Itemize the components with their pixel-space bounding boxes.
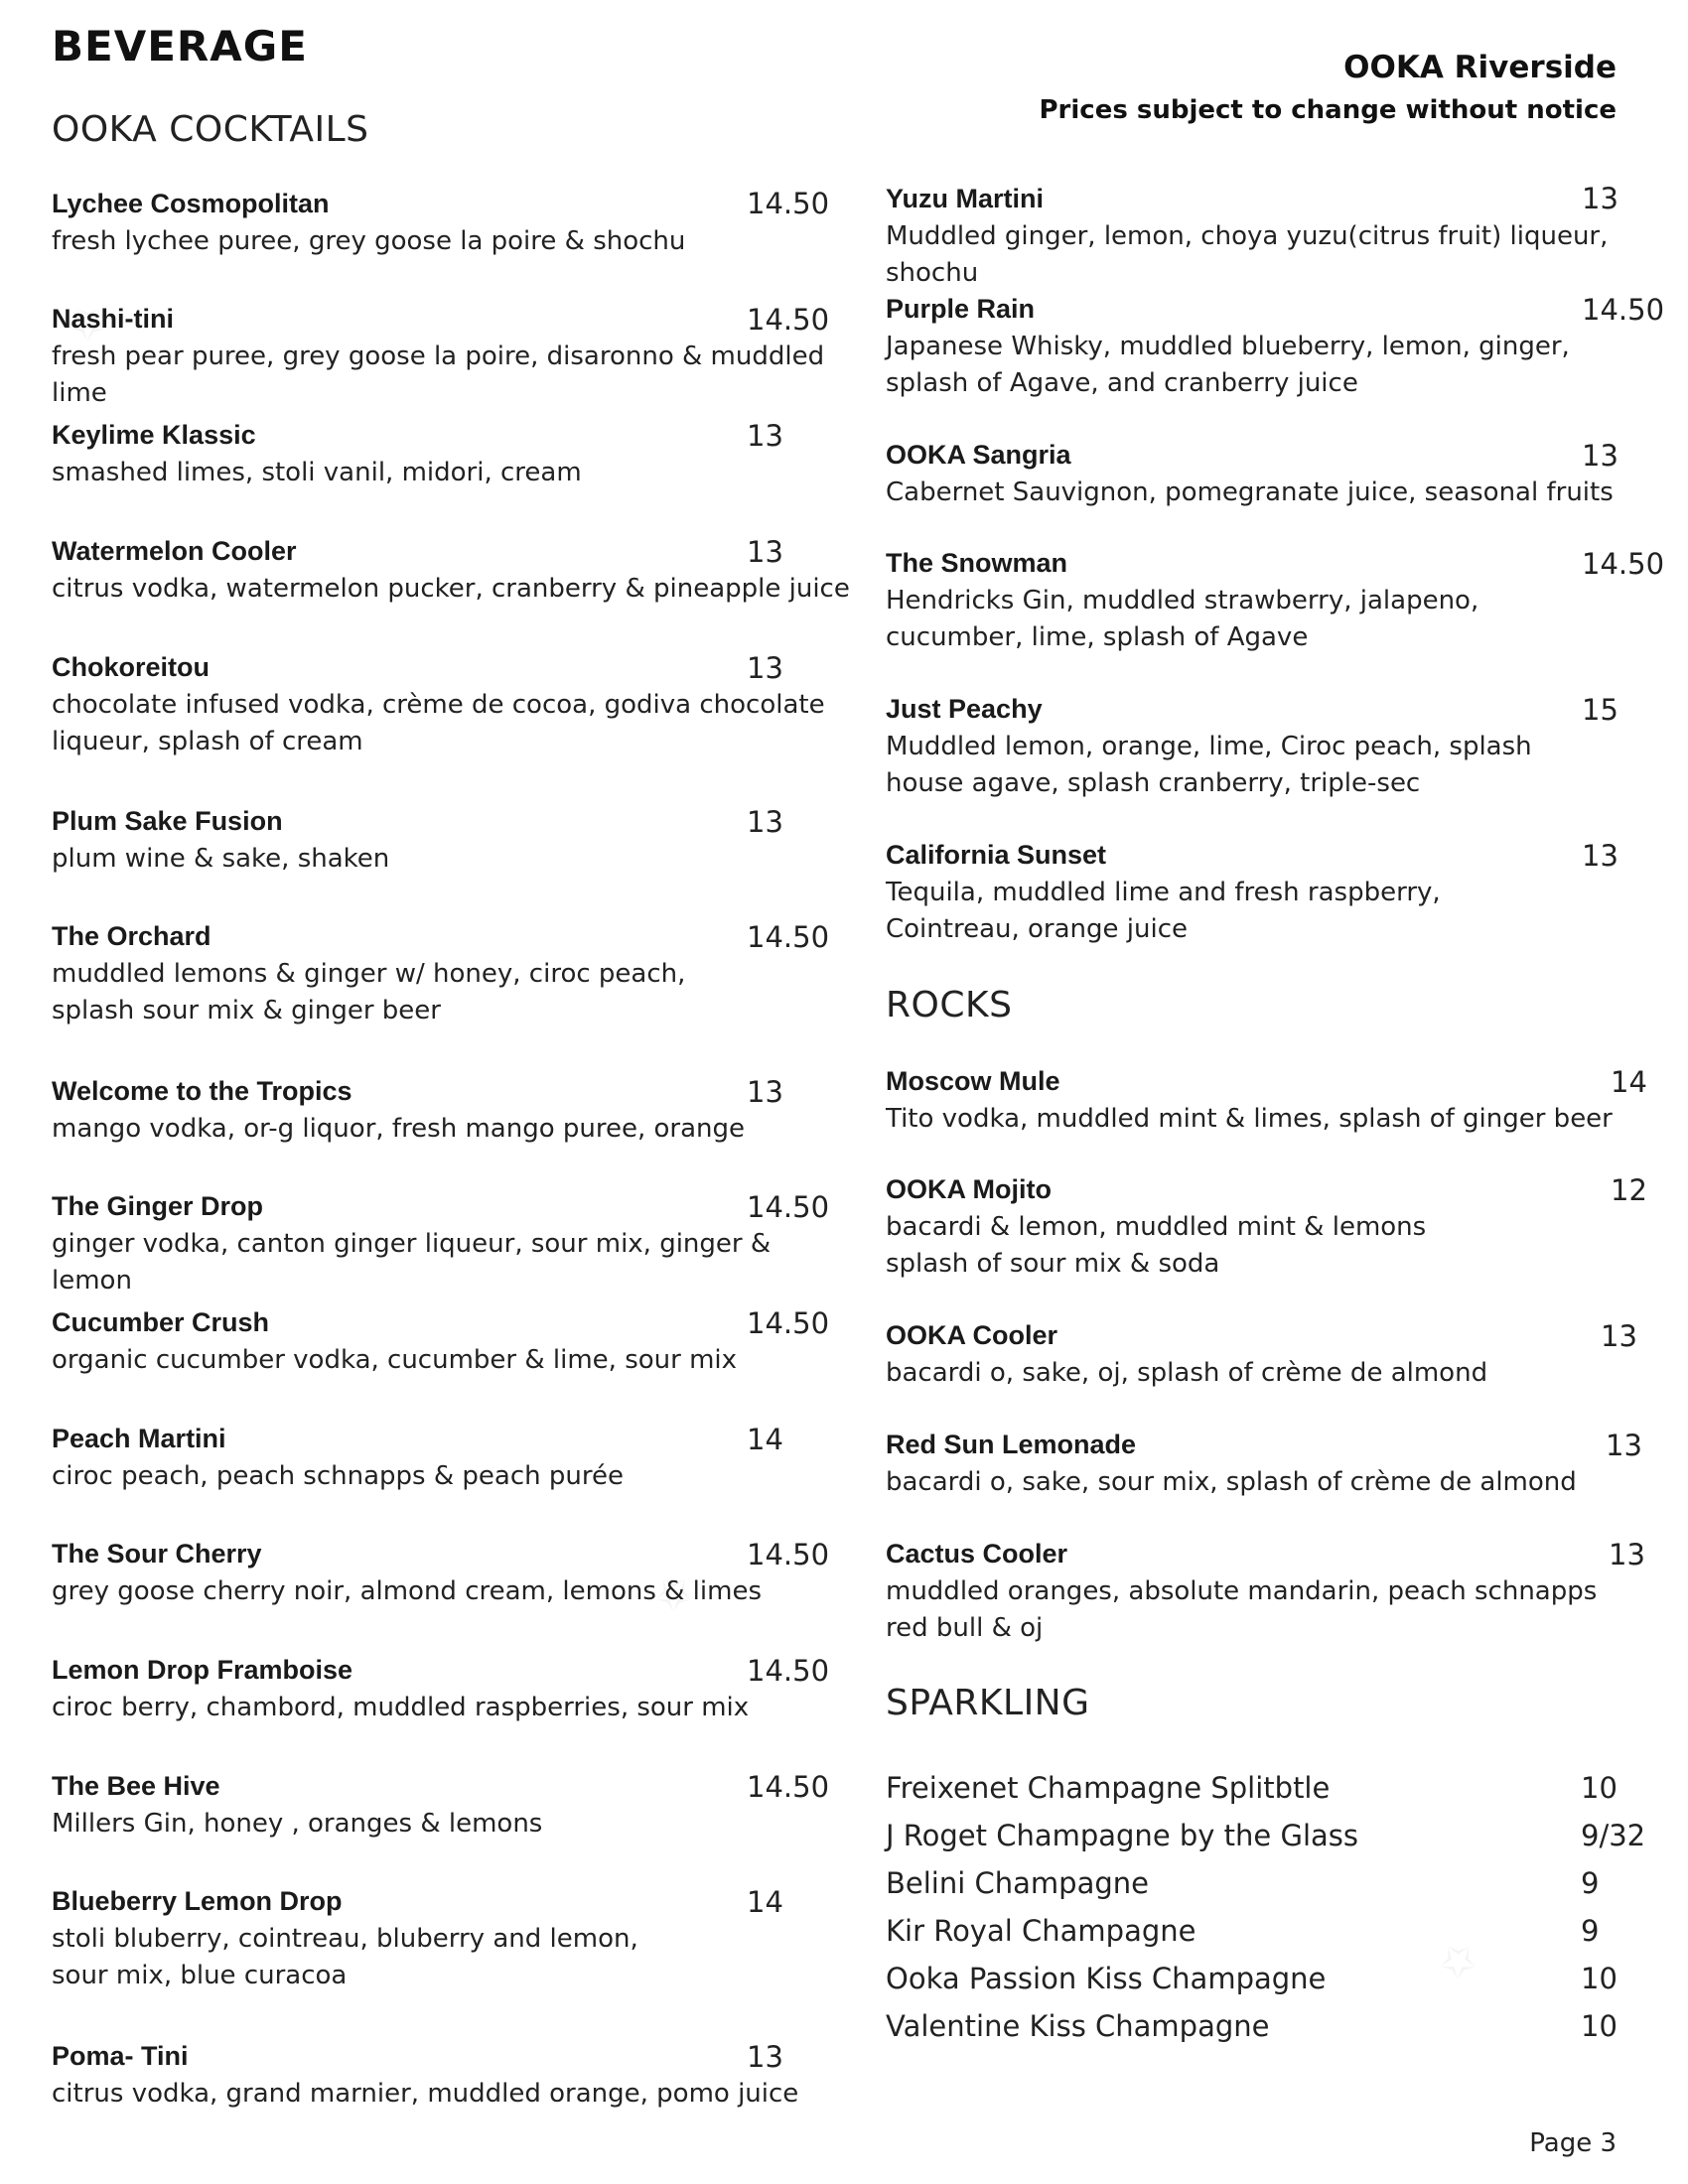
- item-name: Freixenet Champagne Splitbtle: [886, 1771, 1331, 1805]
- item-name: Nashi-tini: [52, 304, 175, 334]
- item-price: 13: [1582, 182, 1618, 215]
- menu-item: [886, 1430, 1670, 1501]
- item-price: 13: [1606, 1429, 1642, 1462]
- item-price: 14.50: [747, 1770, 830, 1804]
- menu-item: [886, 294, 1601, 402]
- item-price: 10: [1581, 2009, 1618, 2043]
- section-title-sparkling: SPARKLING: [886, 1683, 1090, 1723]
- item-name: OOKA Sangria: [886, 440, 1071, 470]
- menu-item: [52, 304, 856, 412]
- item-description: muddled lemons & ginger w/ honey, ciroc peach, splash sour mix & ginger beer: [52, 959, 686, 1025]
- item-description: plum wine & sake, shaken: [52, 844, 390, 874]
- list-item: [886, 2009, 1660, 2049]
- item-name: Moscow Mule: [886, 1066, 1060, 1096]
- item-name: Chokoreitou: [52, 652, 210, 682]
- menu-item: [52, 806, 856, 878]
- item-description: ciroc berry, chambord, muddled raspberries, sour mix: [52, 1693, 750, 1722]
- menu-item: [52, 1771, 856, 1843]
- menu-item: [52, 536, 856, 608]
- menu-item: [886, 694, 1581, 802]
- item-name: OOKA Cooler: [886, 1320, 1058, 1350]
- item-price: 14: [747, 1423, 783, 1456]
- item-name: Cactus Cooler: [886, 1539, 1068, 1569]
- item-description: ciroc peach, peach schnapps & peach purée: [52, 1461, 624, 1491]
- item-price: 14.50: [1582, 547, 1665, 581]
- item-description: chocolate infused vodka, crème de cocoa, godiva chocolate liqueur, splash of cream: [52, 690, 825, 756]
- location-name: OOKA Riverside: [1343, 50, 1617, 85]
- item-description: fresh pear puree, grey goose la poire, disaronno & muddled lime: [52, 341, 825, 408]
- menu-item: [52, 1655, 856, 1726]
- item-name: California Sunset: [886, 840, 1107, 870]
- item-description: muddled oranges, absolute mandarin, peach schnapps red bull & oj: [886, 1576, 1598, 1643]
- item-name: Belini Champagne: [886, 1866, 1149, 1900]
- item-name: Lemon Drop Framboise: [52, 1655, 353, 1685]
- item-name: Cucumber Crush: [52, 1307, 270, 1337]
- list-item: [886, 1914, 1660, 1954]
- item-price: 14.50: [747, 1306, 830, 1340]
- item-name: Keylime Klassic: [52, 420, 256, 450]
- menu-item: [886, 840, 1501, 948]
- item-description: Cabernet Sauvignon, pomegranate juice, seasonal fruits: [886, 478, 1614, 507]
- menu-item: [886, 1320, 1670, 1392]
- item-description: citrus vodka, grand marnier, muddled orange, pomo juice: [52, 2079, 799, 2109]
- item-name: The Snowman: [886, 548, 1068, 578]
- item-name: The Orchard: [52, 921, 211, 951]
- menu-item: [52, 189, 856, 260]
- item-description: Hendricks Gin, muddled strawberry, jalapeno, cucumber, lime, splash of Agave: [886, 586, 1479, 652]
- page-title: BEVERAGE: [52, 22, 308, 70]
- menu-item: [52, 1424, 856, 1495]
- item-price: 14.50: [747, 1190, 830, 1224]
- menu-item: [886, 184, 1680, 292]
- list-item: [886, 1866, 1660, 1906]
- item-price: 14.50: [747, 303, 830, 337]
- item-description: Tequila, muddled lime and fresh raspberry, Cointreau, orange juice: [886, 878, 1441, 944]
- item-name: Peach Martini: [52, 1424, 226, 1453]
- item-price: 14: [1611, 1065, 1647, 1099]
- item-name: Red Sun Lemonade: [886, 1430, 1137, 1459]
- menu-item: [886, 1174, 1442, 1283]
- menu-item: [52, 420, 856, 491]
- item-price: 13: [1582, 839, 1618, 873]
- item-price: 12: [1611, 1173, 1647, 1207]
- menu-item: [52, 1539, 856, 1610]
- item-name: Ooka Passion Kiss Champagne: [886, 1962, 1327, 1995]
- menu-item: [52, 921, 687, 1029]
- item-price: 13: [1609, 1538, 1645, 1571]
- item-description: fresh lychee puree, grey goose la poire & shochu: [52, 226, 686, 256]
- item-price: 14.50: [1582, 293, 1665, 327]
- item-name: J Roget Champagne by the Glass: [886, 1819, 1358, 1852]
- item-price: 15: [1582, 693, 1618, 727]
- item-name: Watermelon Cooler: [52, 536, 297, 566]
- menu-item: [886, 1066, 1670, 1138]
- item-price: 14.50: [747, 1654, 830, 1688]
- menu-item: [52, 1191, 856, 1299]
- menu-item: [52, 1076, 856, 1148]
- menu-item: [52, 1307, 856, 1379]
- list-item: [886, 1771, 1660, 1811]
- item-price: 14.50: [747, 187, 830, 220]
- item-name: The Ginger Drop: [52, 1191, 264, 1221]
- item-description: smashed limes, stoli vanil, midori, cream: [52, 458, 582, 487]
- item-price: 10: [1581, 1771, 1618, 1805]
- item-name: Kir Royal Champagne: [886, 1914, 1196, 1948]
- item-description: citrus vodka, watermelon pucker, cranberry & pineapple juice: [52, 574, 850, 604]
- item-name: The Bee Hive: [52, 1771, 220, 1801]
- item-price: 13: [747, 1075, 783, 1109]
- item-name: OOKA Mojito: [886, 1174, 1052, 1204]
- item-description: Muddled ginger, lemon, choya yuzu(citrus fruit) liqueur, shochu: [886, 221, 1609, 288]
- item-price: 13: [747, 651, 783, 685]
- menu-item: [52, 652, 826, 760]
- item-description: ginger vodka, canton ginger liqueur, sour mix, ginger & lemon: [52, 1229, 772, 1296]
- item-description: bacardi o, sake, oj, splash of crème de almond: [886, 1358, 1488, 1388]
- item-price: 9/32: [1581, 1819, 1646, 1852]
- menu-item: [52, 2041, 856, 2113]
- item-description: bacardi & lemon, muddled mint & lemons splash of sour mix & soda: [886, 1212, 1427, 1279]
- item-price: 9: [1581, 1914, 1600, 1948]
- item-price: 13: [747, 805, 783, 839]
- location-block: [1040, 50, 1618, 125]
- item-name: Poma- Tini: [52, 2041, 189, 2071]
- item-description: Tito vodka, muddled mint & limes, splash of ginger beer: [886, 1104, 1613, 1134]
- item-price: 13: [1601, 1319, 1637, 1353]
- section-title-cocktails: OOKA COCKTAILS: [52, 109, 369, 150]
- item-description: organic cucumber vodka, cucumber & lime, sour mix: [52, 1345, 738, 1375]
- item-description: bacardi o, sake, sour mix, splash of crème de almond: [886, 1467, 1577, 1497]
- item-price: 13: [1582, 439, 1618, 473]
- item-price: 14.50: [747, 1538, 830, 1571]
- item-price: 14: [747, 1885, 783, 1919]
- menu-item: [886, 548, 1531, 656]
- item-price: 13: [747, 2040, 783, 2074]
- menu-item: [886, 440, 1670, 511]
- item-description: Millers Gin, honey , oranges & lemons: [52, 1809, 543, 1839]
- item-description: Japanese Whisky, muddled blueberry, lemon, ginger, splash of Agave, and cranberry juice: [886, 332, 1570, 398]
- item-name: Plum Sake Fusion: [52, 806, 283, 836]
- page-number: Page 3: [1529, 2128, 1617, 2158]
- item-name: Lychee Cosmopolitan: [52, 189, 330, 218]
- item-description: Muddled lemon, orange, lime, Ciroc peach, splash house agave, splash cranberry, triple-sec: [886, 732, 1532, 798]
- list-item: [886, 1819, 1660, 1858]
- item-description: mango vodka, or-g liquor, fresh mango puree, orange: [52, 1114, 746, 1144]
- item-name: Yuzu Martini: [886, 184, 1045, 213]
- menu-item: [52, 1886, 667, 1994]
- item-price: 10: [1581, 1962, 1618, 1995]
- price-notice: Prices subject to change without notice: [1039, 95, 1617, 125]
- section-title-rocks: ROCKS: [886, 985, 1013, 1025]
- item-name: Just Peachy: [886, 694, 1043, 724]
- item-price: 13: [747, 419, 783, 453]
- item-name: Blueberry Lemon Drop: [52, 1886, 343, 1916]
- item-description: stoli bluberry, cointreau, bluberry and lemon, sour mix, blue curacoa: [52, 1924, 638, 1990]
- list-item: [886, 1962, 1660, 2001]
- menu-item: [886, 1539, 1620, 1647]
- item-price: 14.50: [747, 920, 830, 954]
- item-price: 9: [1581, 1866, 1600, 1900]
- item-description: grey goose cherry noir, almond cream, lemons & limes: [52, 1576, 762, 1606]
- item-name: Valentine Kiss Champagne: [886, 2009, 1270, 2043]
- item-price: 13: [747, 535, 783, 569]
- item-name: Purple Rain: [886, 294, 1036, 324]
- item-name: Welcome to the Tropics: [52, 1076, 352, 1106]
- item-name: The Sour Cherry: [52, 1539, 262, 1569]
